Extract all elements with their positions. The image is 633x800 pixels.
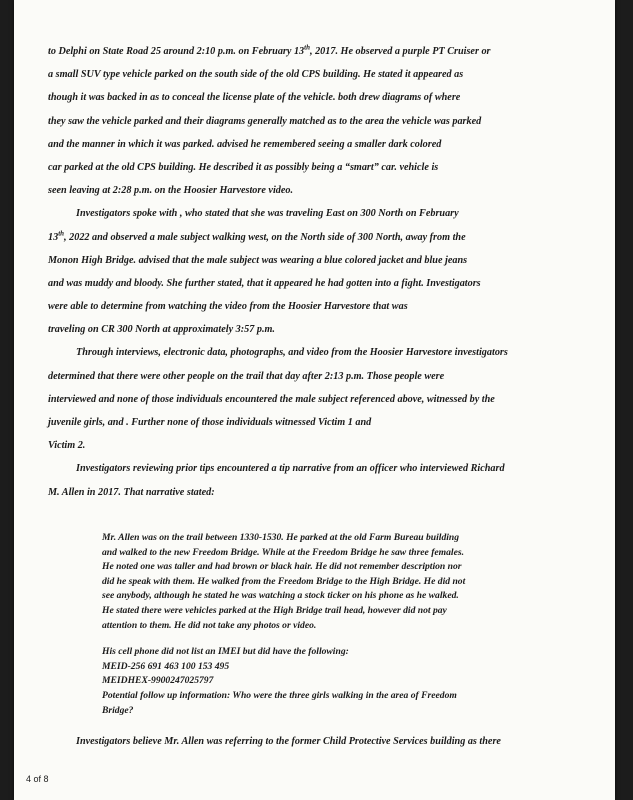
final-line: Investigators believe Mr. Allen was referring to the former Child Protective Services building as there: [76, 736, 501, 747]
text-line: were able to determine from watching the video from the Hoosier Harvestore that was: [48, 301, 408, 313]
quote-line: MEIDHEX-9900247025797: [102, 675, 214, 687]
quote-line: and walked to the new Freedom Bridge. While at the Freedom Bridge he saw three females.: [102, 546, 464, 558]
document-body: [48, 40, 588, 504]
text-line: interviewed and none of those individuals encountered the male subject referenced above, witnessed by the: [48, 393, 495, 405]
text-line: Investigators spoke with , who stated that she was traveling East on 300 North on February: [76, 208, 459, 220]
text-line: Victim 2.: [48, 440, 86, 452]
text-line: M. Allen in 2017. That narrative stated:: [48, 486, 215, 498]
text-line: and was muddy and bloody. She further stated, that it appeared he had gotten into a fight. Investigators: [48, 277, 481, 289]
text-line: Investigators reviewing prior tips encountered a tip narrative from an officer who interviewed Richard: [76, 463, 505, 475]
superscript: th: [58, 229, 65, 238]
text-line: Through interviews, electronic data, photographs, and video from the Hoosier Harvestore investigators: [76, 347, 508, 359]
text-line: they saw the vehicle parked and their diagrams generally matched as to the area the vehicle was parked: [48, 115, 482, 127]
text-line: though it was backed in as to conceal the license plate of the vehicle. both drew diagrams of where: [48, 92, 461, 104]
text-line: seen leaving at 2:28 p.m. on the Hoosier Harvestore video.: [48, 185, 294, 197]
text-line: traveling on CR 300 North at approximately 3:57 p.m.: [48, 324, 275, 336]
quote-line: MEID-256 691 463 100 153 495: [102, 660, 230, 672]
quote-line: He noted one was taller and had brown or black hair. He did not remember description nor: [102, 561, 462, 573]
text-line: and the manner in which it was parked. advised he remembered seeing a smaller dark colored: [48, 138, 442, 150]
quote-line: He stated there were vehicles parked at the High Bridge trail head, however did not pay: [102, 604, 447, 616]
text-run: 13: [48, 231, 59, 243]
quote-line: attention to them. He did not take any photos or video.: [102, 619, 317, 631]
quote-line: His cell phone did not list an IMEI but did have the following:: [102, 646, 349, 658]
quote-line: did he speak with them. He walked from the Freedom Bridge to the High Bridge. He did not: [102, 575, 466, 587]
text-line: a small SUV type vehicle parked on the south side of the old CPS building. He stated it appeared as: [48, 69, 464, 81]
text-run: , 2017. He observed a purple PT Cruiser or: [309, 46, 491, 57]
text-line: juvenile girls, and . Further none of those individuals witnessed Victim 1 and: [48, 417, 372, 428]
text-line: [48, 226, 588, 249]
quote-line: Mr. Allen was on the trail between 1330-1530. He parked at the old Farm Bureau building: [102, 532, 460, 543]
quote-line: Potential follow up information: Who were the three girls walking in the area of Freedom: [102, 689, 457, 701]
document-page: [14, 0, 615, 800]
text-line: Monon High Bridge. advised that the male subject was wearing a blue colored jacket and blue jeans: [48, 254, 468, 266]
text-line: car parked at the old CPS building. He described it as possibly being a “smart” car. vehicle is: [48, 161, 439, 173]
superscript: th: [304, 43, 310, 52]
quote-line: see anybody, although he stated he was watching a stock ticker on his phone as he walked.: [102, 590, 459, 602]
text-line: [48, 40, 588, 63]
spacer: [102, 633, 572, 645]
text-run: , 2022 and observed a male subject walking west, on the North side of 300 North, away from the: [64, 231, 466, 243]
text-run: to Delphi on State Road 25 around 2:10 p.m. on February 13: [48, 46, 305, 57]
quote-line: Bridge?: [102, 704, 134, 716]
tip-narrative-quote: [102, 531, 572, 718]
text-line: determined that there were other people on the trail that day after 2:13 p.m. Those people were: [48, 370, 445, 382]
page-number: 4 of 8: [26, 774, 49, 784]
